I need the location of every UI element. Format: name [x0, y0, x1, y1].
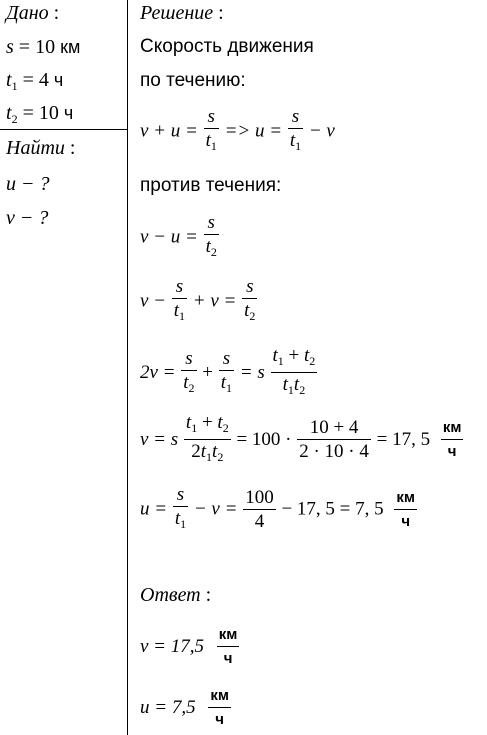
find-header: Найти :: [6, 137, 76, 159]
equation-combined: v − $\frac{s}{t_1}$ + v = $\frac{s}{t_2}$: [140, 276, 258, 328]
solution-text-speed: Скорость движения: [140, 36, 314, 57]
equation-v-result: v = s $\frac{t_1 + t_2}{2t_1t_2}$ = 100 · $\frac{10 + 4}{2 \cdot 10 \cdot 4}$ = 17, 5 км ч: [140, 412, 464, 469]
equation-2v: 2v = $\frac{s}{t_2}$ + $\frac{s}{t_1}$ = s $\frac{t_1 + t_2}{t_1t_2}$: [140, 345, 318, 402]
equation-upstream: v − u = $\frac{s}{t_2}$: [140, 212, 220, 264]
find-u: u − ?: [6, 173, 50, 195]
equation-u-result: u = $\frac{s}{t_1}$ − v = $\frac{100}{4}$ − 17, 5 = 7, 5 км ч: [140, 484, 418, 536]
answer-header: Ответ :: [140, 584, 212, 606]
solution-text-downstream: по течению:: [140, 70, 246, 91]
given-s: s = 10 км: [6, 36, 81, 58]
given-header: Дано :: [6, 2, 60, 24]
given-t2: $t_2 = 10$ ч: [6, 102, 74, 126]
solution-header: Решение :: [140, 2, 224, 24]
answer-u: u = 7,5 км ч: [140, 685, 232, 732]
equation-downstream: v + u = $\frac{s}{t_1}$ => u = $\frac{s}{t_1}$ − v: [140, 106, 335, 158]
find-v: v − ?: [6, 207, 49, 229]
solution-text-upstream: против течения:: [140, 175, 282, 196]
given-divider: [0, 129, 127, 130]
column-divider: [127, 0, 128, 735]
answer-v: v = 17,5 км ч: [140, 624, 240, 671]
given-t1: $t_1 = 4$ ч: [6, 69, 64, 93]
